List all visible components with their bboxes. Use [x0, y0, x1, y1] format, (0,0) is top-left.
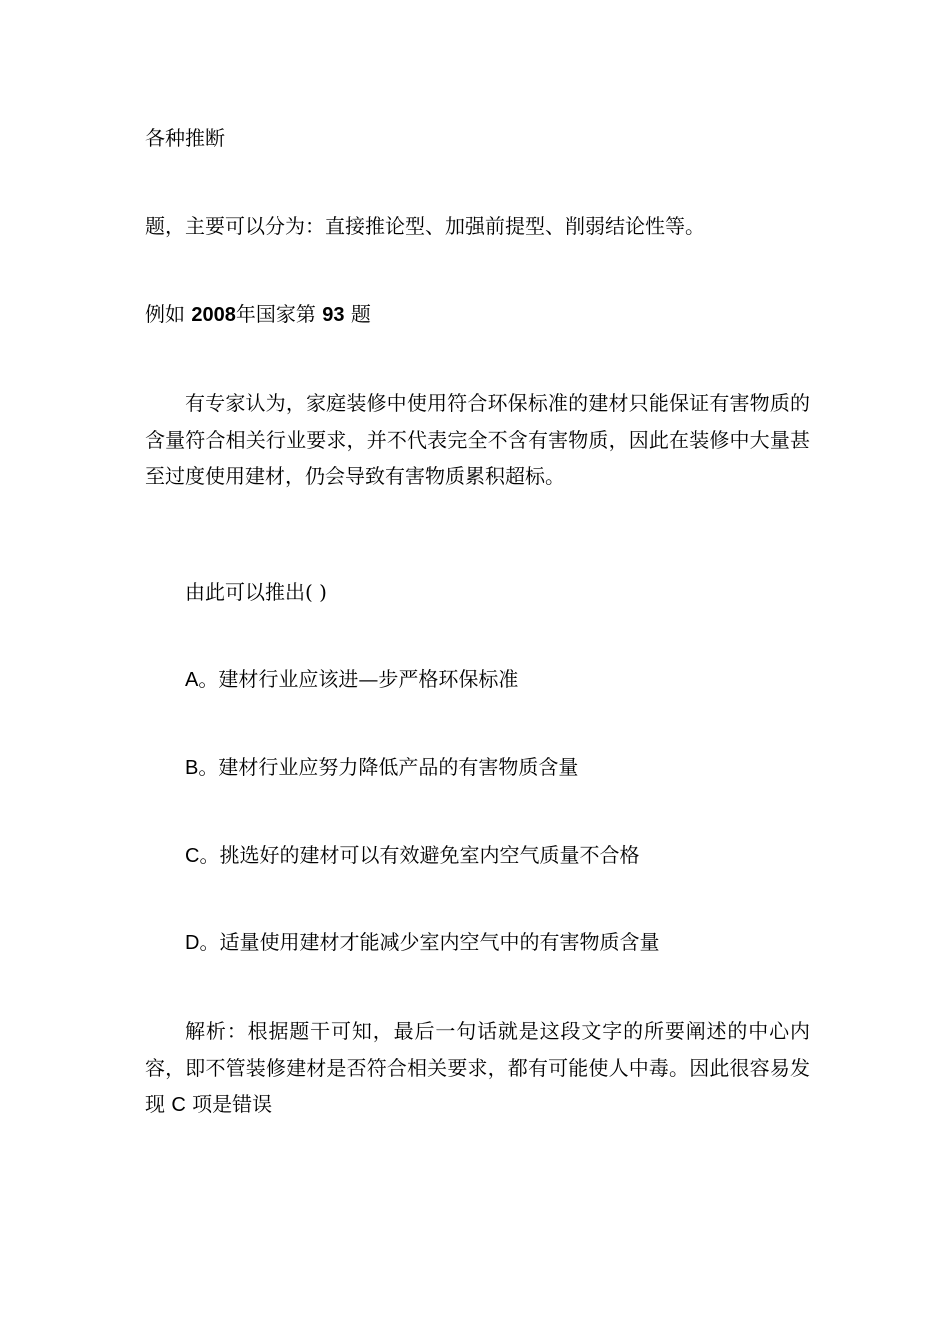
example-prefix: 例如 [145, 302, 185, 326]
analysis-letter: C [171, 1094, 186, 1116]
question-prompt: 由此可以推出( ) [185, 580, 327, 604]
option-d-text: 。适量使用建材才能减少室内空气中的有害物质含量 [199, 930, 660, 954]
analysis-paragraph [145, 1013, 810, 1124]
analysis-lead: 解析：根据题干可知，最后一句话就是这段文字的所要阐述的中心内容，即不管装修建材是否符合相关要求，都有可能使人中毒。因此很容易发现 [145, 1019, 810, 1116]
option-c [185, 841, 639, 870]
option-b [185, 753, 578, 782]
option-d [185, 928, 659, 957]
example-suffix: 题 [350, 302, 371, 326]
option-d-letter: D [185, 932, 200, 954]
option-b-text: 。建材行业应努力降低产品的有害物质含量 [198, 755, 579, 779]
option-a [185, 665, 518, 694]
analysis-tail: 项是错误 [192, 1092, 273, 1116]
option-c-text: 。挑选好的建材可以有效避免室内空气质量不合格 [199, 843, 640, 867]
question-passage: 有专家认为，家庭装修中使用符合环保标准的建材只能保证有害物质的含量符合相关行业要求，并不代表完全不含有害物质，因此在装修中大量甚至过度使用建材，仍会导致有害物质累积超标。 [145, 391, 810, 488]
intro-line: 题，主要可以分为：直接推论型、加强前提型、削弱结论性等。 [145, 214, 705, 238]
option-b-letter: B [185, 757, 199, 779]
example-number: 93 [322, 304, 345, 326]
example-year: 2008 [191, 304, 236, 326]
option-c-letter: C [185, 845, 200, 867]
heading-fragment: 各种推断 [145, 126, 225, 150]
option-a-letter: A [185, 669, 199, 691]
option-a-text: 。建材行业应该进—步严格环保标准 [198, 667, 519, 691]
example-middle: 年国家第 [235, 302, 316, 326]
example-label [145, 300, 371, 329]
